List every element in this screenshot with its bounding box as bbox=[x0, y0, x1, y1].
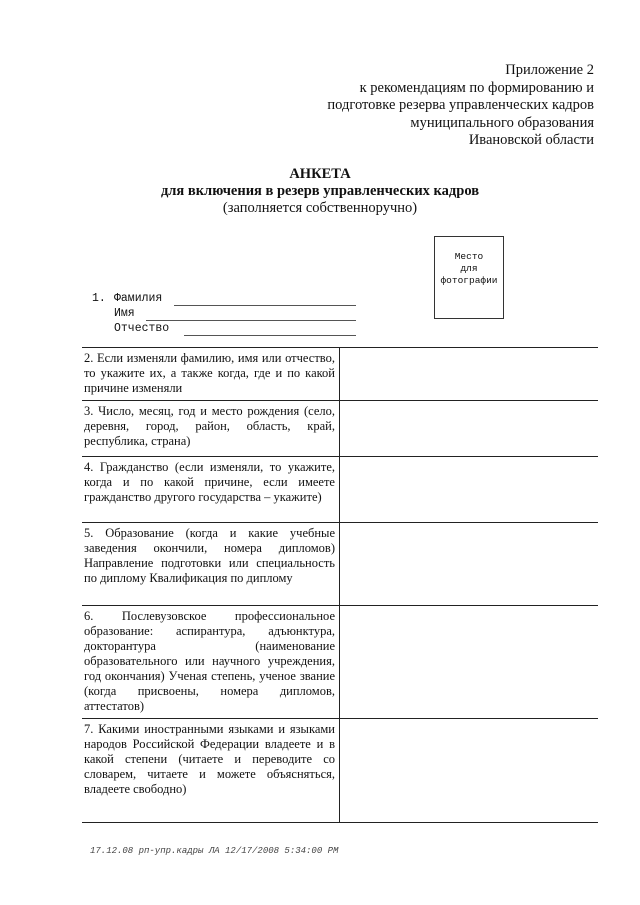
title-note: (заполняется собственноручно) bbox=[222, 200, 418, 216]
appendix-line: подготовке резерва управленческих кадров bbox=[327, 97, 594, 113]
surname-label: Фамилия bbox=[114, 292, 163, 305]
name-fields bbox=[92, 291, 356, 336]
first-name-label: Имя bbox=[114, 307, 135, 320]
answer-field[interactable] bbox=[340, 719, 599, 823]
title-main: АНКЕТА bbox=[289, 166, 351, 182]
table-row bbox=[82, 401, 598, 457]
photo-label: фотографии bbox=[440, 275, 498, 286]
table-row bbox=[82, 606, 598, 719]
appendix-line: муниципального образования bbox=[410, 114, 594, 131]
question-text: 2. Если изменяли фамилию, имя или отчество, то укажите их, а также когда, где и по какой причине изменяли bbox=[82, 348, 340, 401]
form-title bbox=[0, 166, 640, 217]
answer-field[interactable] bbox=[340, 457, 599, 523]
title-sub: для включения в резерв управленческих кадров bbox=[160, 183, 480, 199]
item-number: 1. bbox=[92, 292, 106, 305]
photo-label: Место bbox=[454, 251, 484, 262]
question-text: 6. Послевузовское профессиональное образование: аспирантура, адъюнктура, докторантура (наименование образовательного или научного учреждения, год окончания) Ученая степень, ученое звание (когда присвоены, номера дипломов, аттестатов) bbox=[82, 606, 340, 719]
appendix-line: Приложение 2 bbox=[505, 62, 594, 78]
first-name-field[interactable] bbox=[146, 309, 356, 321]
table-row bbox=[82, 523, 598, 606]
questionnaire-table bbox=[82, 347, 598, 823]
table-row bbox=[82, 719, 598, 823]
answer-field[interactable] bbox=[340, 523, 599, 606]
question-text: 3. Число, месяц, год и место рождения (село, деревня, город, район, область, край, республика, страна) bbox=[82, 401, 340, 457]
answer-field[interactable] bbox=[340, 348, 599, 401]
table-row bbox=[82, 348, 598, 401]
table-row bbox=[82, 457, 598, 523]
appendix-line: Ивановской области bbox=[468, 132, 594, 148]
appendix-line: к рекомендациям по формированию и bbox=[359, 79, 594, 96]
question-text: 4. Гражданство (если изменяли, то укажите, когда и по какой причине, если имеете гражданство другого государства – укажите) bbox=[82, 457, 340, 523]
photo-label: для bbox=[460, 263, 478, 274]
answer-field[interactable] bbox=[340, 606, 599, 719]
surname-field[interactable] bbox=[174, 294, 356, 306]
patronymic-field[interactable] bbox=[184, 324, 356, 336]
question-text: 7. Какими иностранными языками и языками народов Российской Федерации владеете и в какой степени (читаете и переводите со словарем, читаете и можете объясняться, владеете свободно) bbox=[82, 719, 340, 823]
answer-field[interactable] bbox=[340, 401, 599, 457]
patronymic-label: Отчество bbox=[114, 322, 170, 335]
photo-placeholder bbox=[434, 236, 504, 319]
footer-text: 17.12.08 рп-упр.кадры ЛА 12/17/2008 5:34:00 PM bbox=[90, 846, 339, 856]
question-text: 5. Образование (когда и какие учебные заведения окончили, номера дипломов) Направление подготовки или специальность по диплому Квалификация по диплому bbox=[82, 523, 340, 606]
appendix-header bbox=[327, 62, 594, 150]
